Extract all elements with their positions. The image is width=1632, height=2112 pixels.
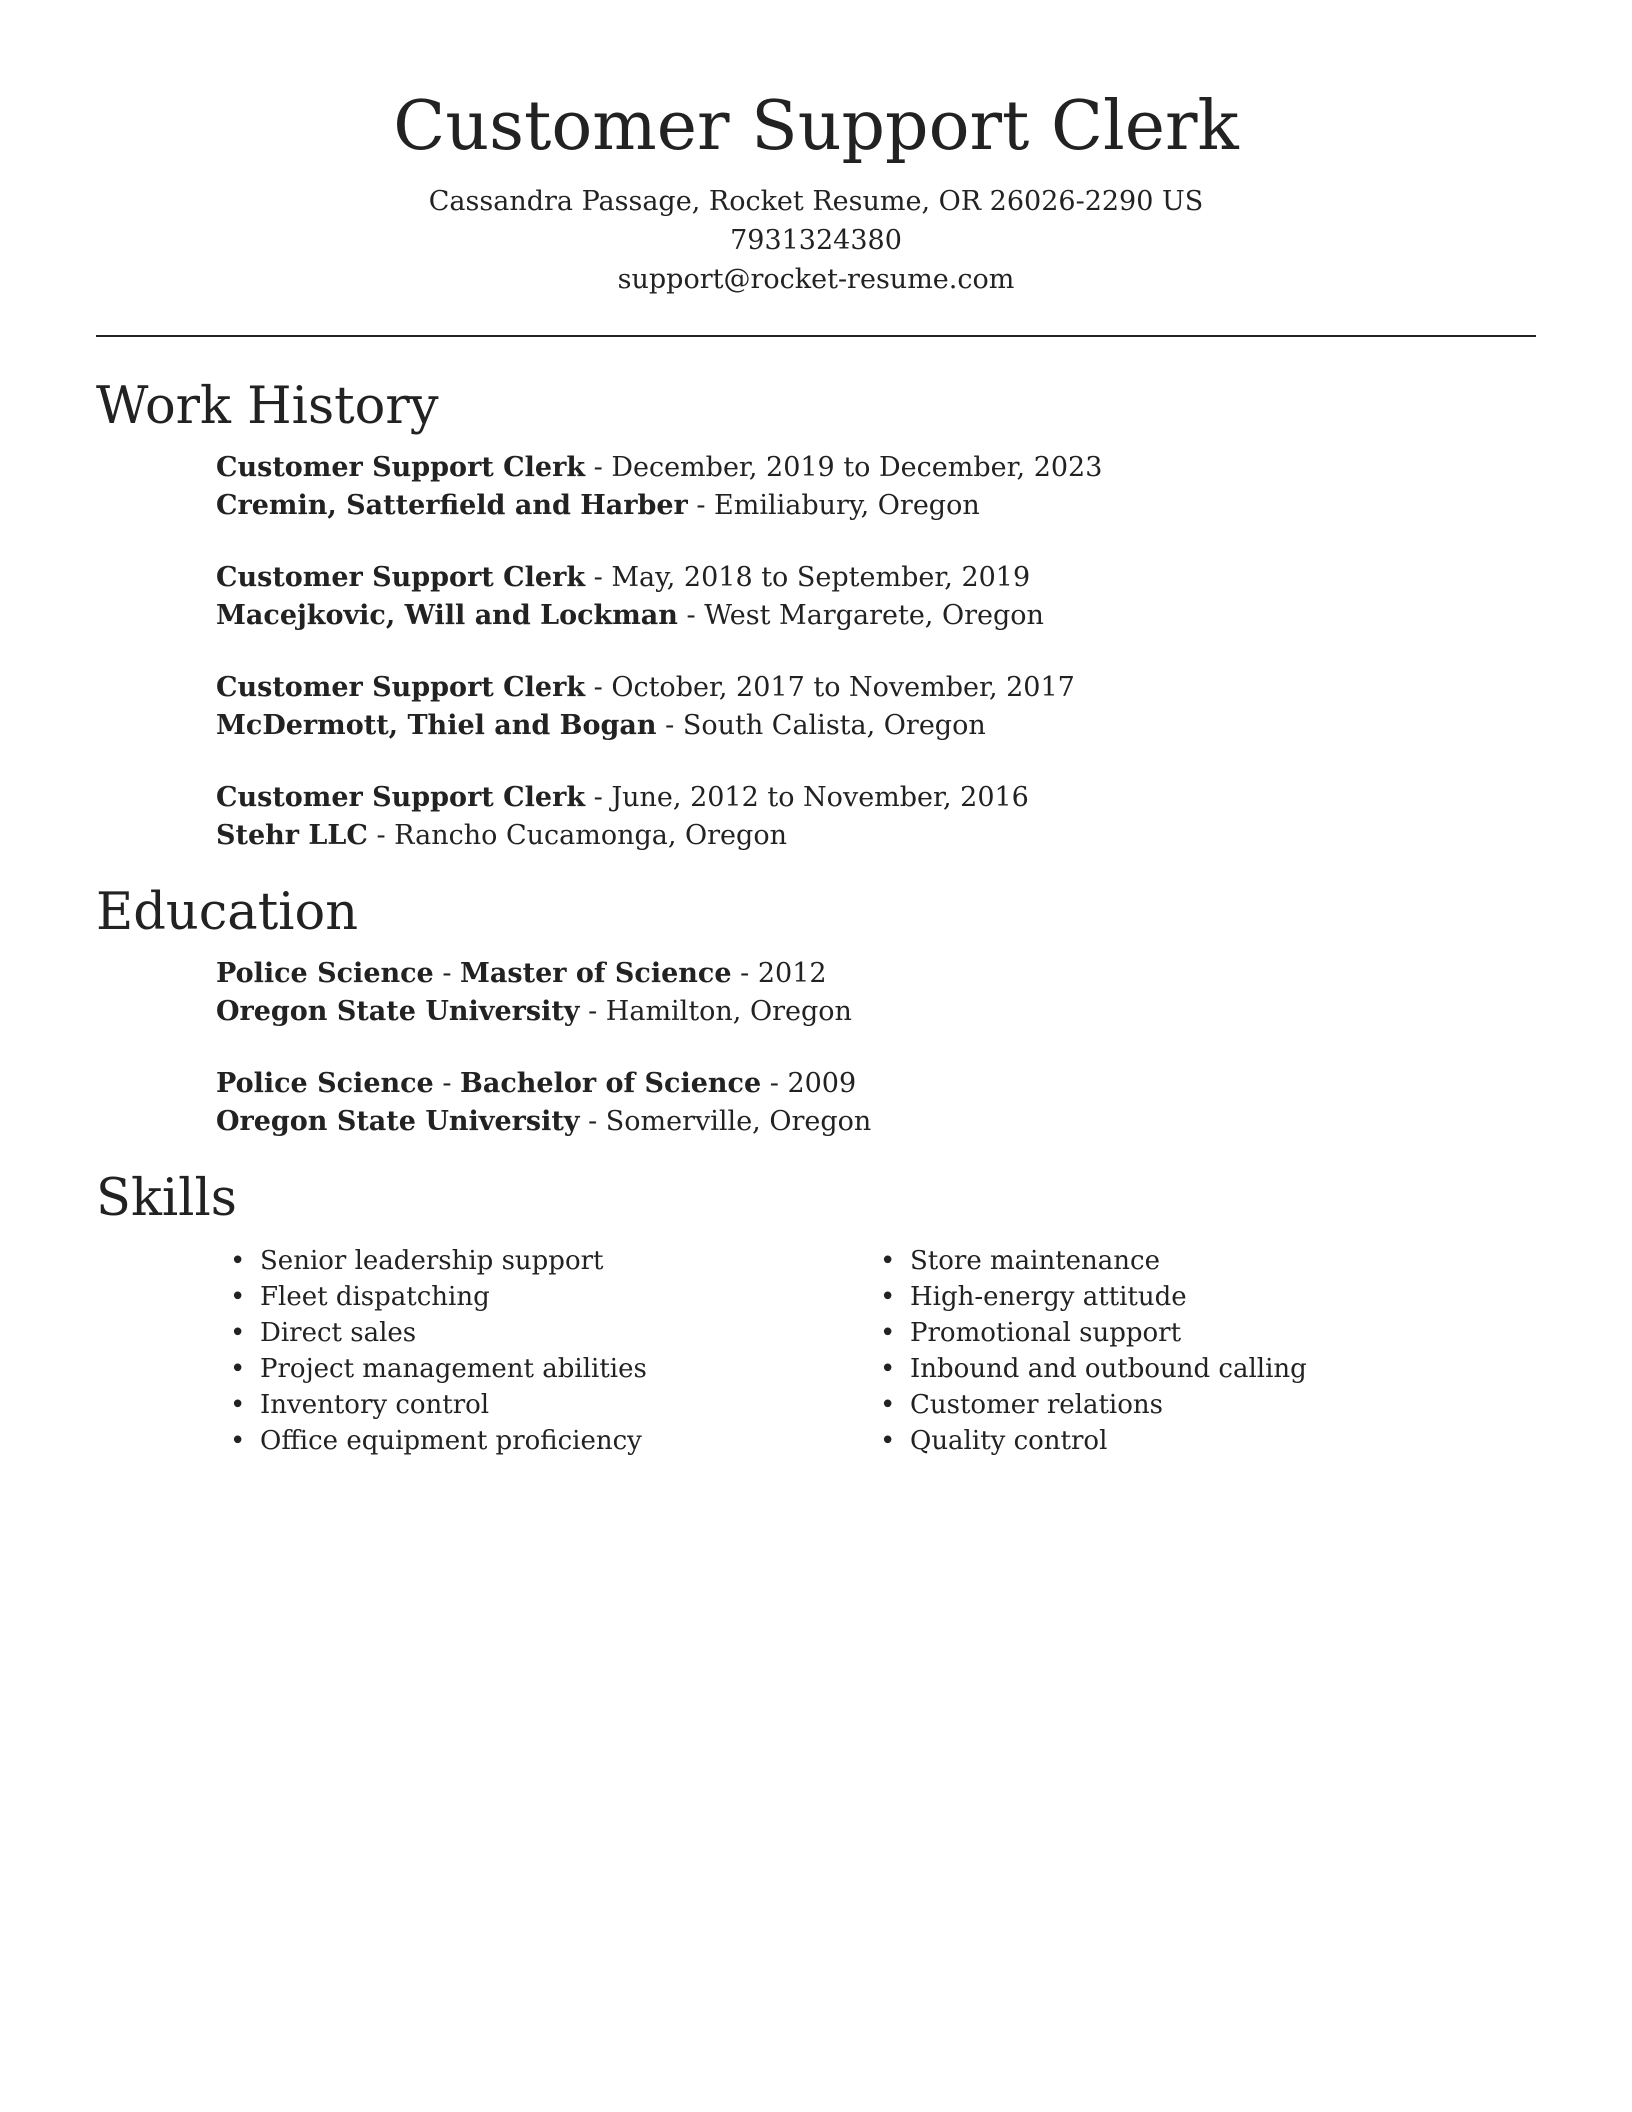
skills-column-left xyxy=(216,1243,866,1459)
edu-year: 2009 xyxy=(787,1068,857,1099)
job-dates: May, 2018 to September, 2019 xyxy=(611,562,1031,593)
skill-item: • Project management abilities xyxy=(216,1351,866,1387)
header-divider xyxy=(96,335,1536,337)
skill-item: • Customer relations xyxy=(866,1387,1516,1423)
contact-address: Cassandra Passage, Rocket Resume, OR 26026-2290 US xyxy=(428,186,1204,217)
job-location: West Margarete, Oregon xyxy=(704,600,1044,631)
work-history-heading: Work History xyxy=(96,377,439,436)
skill-item: • Quality control xyxy=(866,1423,1516,1459)
job-location: Rancho Cucamonga, Oregon xyxy=(394,820,787,851)
work-history-list xyxy=(96,449,1536,855)
work-entry: Customer Support Clerk - May, 2018 to September, 2019 Macejkovic, Will and Lockman - West Margarete, Oregon xyxy=(216,562,1044,631)
education-heading: Education xyxy=(96,883,359,942)
work-entry: Customer Support Clerk - October, 2017 to November, 2017 McDermott, Thiel and Bogan - South Calista, Oregon xyxy=(216,672,1075,741)
job-company: McDermott, Thiel and Bogan xyxy=(216,710,657,741)
education-entry: Police Science - Bachelor of Science - 2009 Oregon State University - Somerville, Oregon xyxy=(216,1068,872,1137)
skill-item: • Store maintenance xyxy=(866,1243,1516,1279)
edu-year: 2012 xyxy=(757,958,827,989)
work-entry: Customer Support Clerk - December, 2019 to December, 2023 Cremin, Satterfield and Harber - Emiliabury, Oregon xyxy=(216,452,1103,521)
job-title: Customer Support Clerk xyxy=(216,672,586,703)
job-dates: December, 2019 to December, 2023 xyxy=(611,452,1103,483)
bullet-icon: • xyxy=(230,1426,246,1456)
bullet-icon: • xyxy=(880,1354,896,1384)
job-title: Customer Support Clerk xyxy=(216,782,586,813)
resume-title: Customer Support Clerk xyxy=(393,87,1239,166)
resume-page xyxy=(96,0,1536,1459)
job-dates: October, 2017 to November, 2017 xyxy=(611,672,1075,703)
skills-heading: Skills xyxy=(96,1169,237,1228)
skills-list xyxy=(96,1243,1536,1459)
bullet-icon: • xyxy=(880,1318,896,1348)
job-company: Cremin, Satterfield and Harber xyxy=(216,490,688,521)
edu-school: Oregon State University xyxy=(216,1106,580,1137)
bullet-icon: • xyxy=(880,1426,896,1456)
skill-item: • Promotional support xyxy=(866,1315,1516,1351)
job-title: Customer Support Clerk xyxy=(216,452,586,483)
edu-field: Police Science xyxy=(216,1068,434,1099)
skill-item: • Inbound and outbound calling xyxy=(866,1351,1516,1387)
bullet-icon: • xyxy=(230,1390,246,1420)
bullet-icon: • xyxy=(880,1390,896,1420)
bullet-icon: • xyxy=(230,1354,246,1384)
education-entry: Police Science - Master of Science - 2012 Oregon State University - Hamilton, Oregon xyxy=(216,958,852,1027)
skill-item: • Senior leadership support xyxy=(216,1243,866,1279)
skill-item: • High-energy attitude xyxy=(866,1279,1516,1315)
skill-item: • Office equipment proficiency xyxy=(216,1423,866,1459)
contact-phone: 7931324380 xyxy=(730,225,902,256)
bullet-icon: • xyxy=(880,1282,896,1312)
skills-column-right xyxy=(866,1243,1516,1459)
edu-degree: Master of Science xyxy=(460,958,732,989)
skill-item: • Direct sales xyxy=(216,1315,866,1351)
skill-item: • Inventory control xyxy=(216,1387,866,1423)
skill-item: • Fleet dispatching xyxy=(216,1279,866,1315)
job-location: Emiliabury, Oregon xyxy=(714,490,980,521)
job-company: Macejkovic, Will and Lockman xyxy=(216,600,678,631)
edu-location: Hamilton, Oregon xyxy=(605,996,852,1027)
job-company: Stehr LLC xyxy=(216,820,368,851)
bullet-icon: • xyxy=(880,1246,896,1276)
bullet-icon: • xyxy=(230,1282,246,1312)
contact-email: support@rocket-resume.com xyxy=(617,264,1015,295)
resume-header xyxy=(96,0,1536,299)
bullet-icon: • xyxy=(230,1246,246,1276)
edu-degree: Bachelor of Science xyxy=(460,1068,762,1099)
job-location: South Calista, Oregon xyxy=(682,710,986,741)
work-entry: Customer Support Clerk - June, 2012 to November, 2016 Stehr LLC - Rancho Cucamonga, Oregon xyxy=(216,782,1029,851)
edu-school: Oregon State University xyxy=(216,996,580,1027)
edu-location: Somerville, Oregon xyxy=(605,1106,872,1137)
job-dates: June, 2012 to November, 2016 xyxy=(611,782,1029,813)
bullet-icon: • xyxy=(230,1318,246,1348)
edu-field: Police Science xyxy=(216,958,434,989)
job-title: Customer Support Clerk xyxy=(216,562,586,593)
education-list xyxy=(96,955,1536,1141)
